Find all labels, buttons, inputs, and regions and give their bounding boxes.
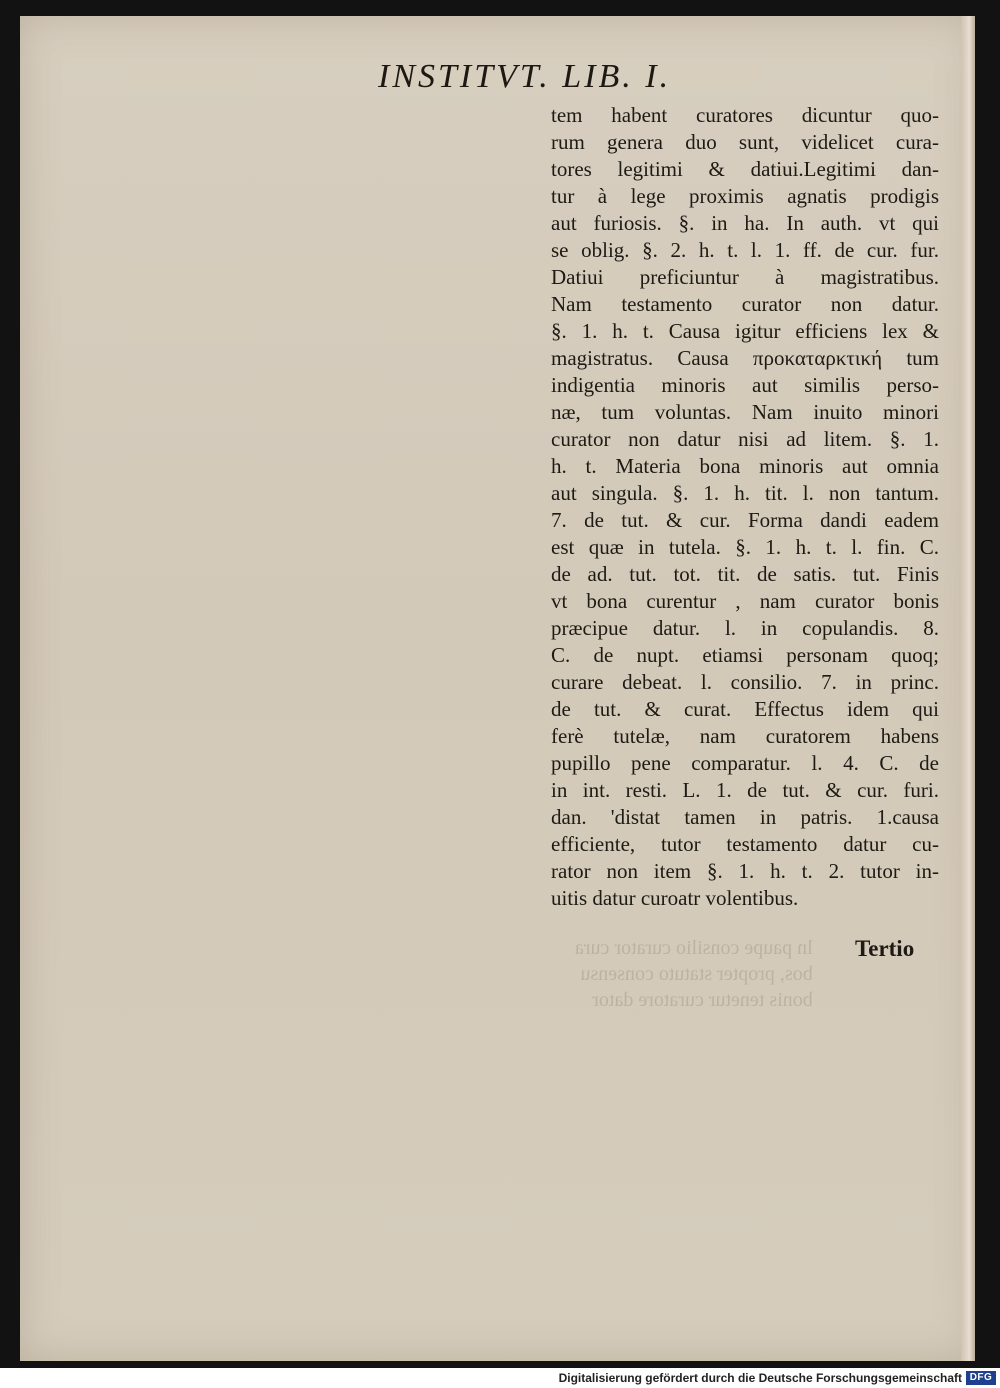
- text-line: pupillo pene comparatur. l. 4. C. de: [551, 751, 939, 775]
- text-line: næ, tum voluntas. Nam inuito minori: [551, 400, 939, 424]
- text-line: est quæ in tutela. §. 1. h. t. l. fin. C.: [551, 535, 939, 559]
- text-line: h. t. Materia bona minoris aut omnia: [551, 454, 939, 478]
- body-text: [551, 102, 939, 912]
- text-line: uitis datur curoatr volentibus.: [551, 886, 799, 910]
- text-line: Nam testamento curator non datur.: [551, 292, 939, 316]
- text-line: in int. resti. L. 1. de tut. & cur. furi.: [551, 778, 939, 802]
- text-line: tores legitimi & datiui.Legitimi dan-: [551, 157, 939, 181]
- text-line: aut singula. §. 1. h. tit. l. non tantum.: [551, 481, 939, 505]
- text-line: 7. de tut. & cur. Forma dandi eadem: [551, 508, 939, 532]
- footer-bar: [0, 1368, 1000, 1388]
- text-line: Datiui preficiuntur à magistratibus.: [551, 265, 939, 289]
- text-line: magistratus. Causa προκαταρκτική tum: [551, 346, 939, 370]
- text-line: curator non datur nisi ad litem. §. 1.: [551, 427, 939, 451]
- text-line: ferè tutelæ, nam curatorem habens: [551, 724, 939, 748]
- show-through-text: ln paupe consilio curator cura bos, propter statuto consensu bonis tenetur curatore dator: [575, 937, 813, 1011]
- text-line: præcipue datur. l. in copulandis. 8.: [551, 616, 939, 640]
- text-line: rum genera duo sunt, videlicet cura-: [551, 130, 939, 154]
- text-line: de ad. tut. tot. tit. de satis. tut. Finis: [551, 562, 939, 586]
- running-head: INSTITVT. LIB. I.: [378, 58, 672, 95]
- catchword: Tertio: [855, 936, 915, 961]
- page-edge: [961, 16, 975, 1361]
- text-line: aut furiosis. §. in ha. In auth. vt qui: [551, 211, 939, 235]
- text-line: vt bona curentur , nam curator bonis: [551, 589, 939, 613]
- text-line: tem habent curatores dicuntur quo-: [551, 103, 939, 127]
- text-line: curare debeat. l. consilio. 7. in princ.: [551, 670, 939, 694]
- text-line: se oblig. §. 2. h. t. l. 1. ff. de cur. fur.: [551, 238, 939, 262]
- dfg-logo: DFG: [966, 1371, 996, 1385]
- text-line: §. 1. h. t. Causa igitur efficiens lex &: [551, 319, 939, 343]
- funding-credit: Digitalisierung gefördert durch die Deutsche Forschungsgemeinschaft: [558, 1371, 962, 1385]
- text-line: rator non item §. 1. h. t. 2. tutor in-: [551, 859, 939, 883]
- text-line: de tut. & curat. Effectus idem qui: [551, 697, 939, 721]
- text-line: C. de nupt. etiamsi personam quoq;: [551, 643, 939, 667]
- text-line: tur à lege proximis agnatis prodigis: [551, 184, 939, 208]
- text-line: dan. 'distat tamen in patris. 1.causa: [551, 805, 939, 829]
- text-line: efficiente, tutor testamento datur cu-: [551, 832, 939, 856]
- text-line: indigentia minoris aut similis perso-: [551, 373, 939, 397]
